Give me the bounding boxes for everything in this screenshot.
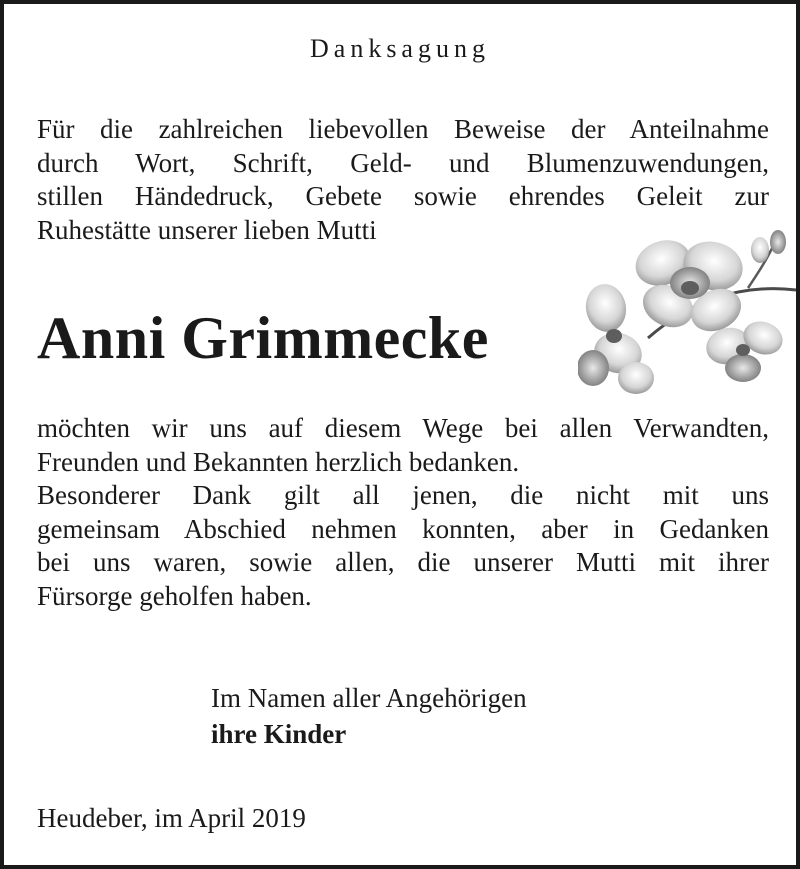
outro-line: Fürsorge geholfen haben.	[37, 580, 312, 611]
deceased-name: Anni Grimmecke	[37, 305, 489, 371]
outro-line: Freunden und Bekannten herzlich bedanken.	[37, 446, 520, 477]
intro-paragraph	[37, 113, 769, 247]
outro-line: gemeinsam Abschied nehmen konnten, aber in Gedanken	[37, 513, 769, 544]
signoff-signature: ihre Kinder	[211, 719, 347, 749]
intro-line: stillen Händedruck, Gebete sowie ehrendes Geleit zur	[37, 181, 769, 211]
intro-line: durch Wort, Schrift, Geld- und Blumenzuwendungen,	[37, 147, 769, 178]
heading: Danksagung	[310, 34, 490, 63]
orchid-icon	[578, 228, 798, 398]
outro-line: möchten wir uns auf diesem Wege bei allen Verwandten,	[37, 413, 769, 443]
signoff	[211, 680, 527, 752]
outro-line: bei uns waren, sowie allen, die unserer Mutti mit ihrer	[37, 547, 769, 577]
signoff-line: Im Namen aller Angehörigen	[211, 683, 527, 713]
intro-line: Ruhestätte unserer lieben Mutti	[37, 214, 377, 245]
outro-line: Besonderer Dank gilt all jenen, die nicht mit uns	[37, 480, 769, 510]
intro-line: Für die zahlreichen liebevollen Beweise der Anteilnahme	[37, 114, 769, 144]
place-date: Heudeber, im April 2019	[37, 803, 306, 833]
outro-paragraph	[37, 412, 769, 613]
